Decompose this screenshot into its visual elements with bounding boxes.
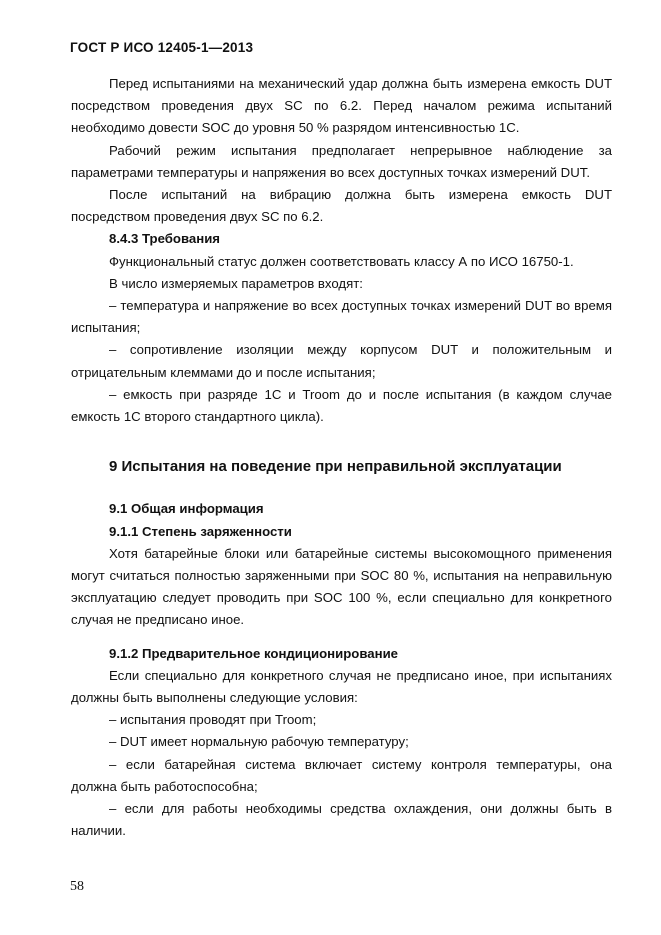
- page-header: ГОСТ Р ИСО 12405-1—2013: [70, 40, 254, 55]
- subsection-heading: 8.4.3 Требования: [109, 231, 220, 247]
- document-body: [71, 73, 612, 843]
- paragraph: Функциональный статус должен соответствовать классу А по ИСО 16750-1.: [109, 253, 574, 269]
- list-item: – DUT имеет нормальную рабочую температуру;: [109, 734, 409, 750]
- subsection-heading: 9.1 Общая информация: [109, 501, 264, 517]
- subsection-heading: 9.1.2 Предварительное кондиционирование: [109, 645, 399, 661]
- list-item: – сопротивление изоляции между корпусом DUT и положительным и отрицательным клеммами до и после испытания;: [71, 342, 612, 380]
- list-item: – испытания проводят при Troom;: [109, 712, 317, 728]
- paragraph: Перед испытаниями на механический удар должна быть измерена емкость DUT посредством проведения двух SC по 6.2. Перед началом режима испытаний необходимо довести SOC до уровня 50 % разрядом интенсивностью 1С.: [71, 76, 612, 136]
- paragraph: В число измеряемых параметров входят:: [109, 275, 363, 291]
- paragraph: Хотя батарейные блоки или батарейные системы высокомощного применения могут считаться полностью заряженными при SOC 80 %, испытания на неправильную эксплуатацию следует проводить при SOC 100 %, если специально для конкретного случая не предписано иное.: [71, 545, 612, 628]
- list-item: – емкость при разряде 1С и Troom до и после испытания (в каждом случае емкость 1С второго стандартного цикла).: [71, 386, 612, 425]
- paragraph: Рабочий режим испытания предполагает непрерывное наблюдение за параметрами температуры и напряжения во всех доступных точках измерений DUT.: [71, 142, 612, 180]
- paragraph: После испытаний на вибрацию должна быть измерена емкость DUT посредством проведения двух SC по 6.2.: [71, 187, 612, 225]
- paragraph: Если специально для конкретного случая не предписано иное, при испытаниях должны быть выполнены следующие условия:: [71, 667, 612, 706]
- list-item: – если батарейная система включает систему контроля температуры, она должна быть работоспособна;: [71, 756, 612, 794]
- section-heading: 9 Испытания на поведение при неправильной эксплуатации: [109, 458, 562, 476]
- subsection-heading: 9.1.1 Степень заряженности: [109, 523, 292, 539]
- list-item: – температура и напряжение во всех доступных точках измерений DUT во время испытания;: [71, 298, 612, 336]
- list-item: – если для работы необходимы средства охлаждения, они должны быть в наличии.: [71, 801, 612, 839]
- page-number: 58: [70, 879, 84, 894]
